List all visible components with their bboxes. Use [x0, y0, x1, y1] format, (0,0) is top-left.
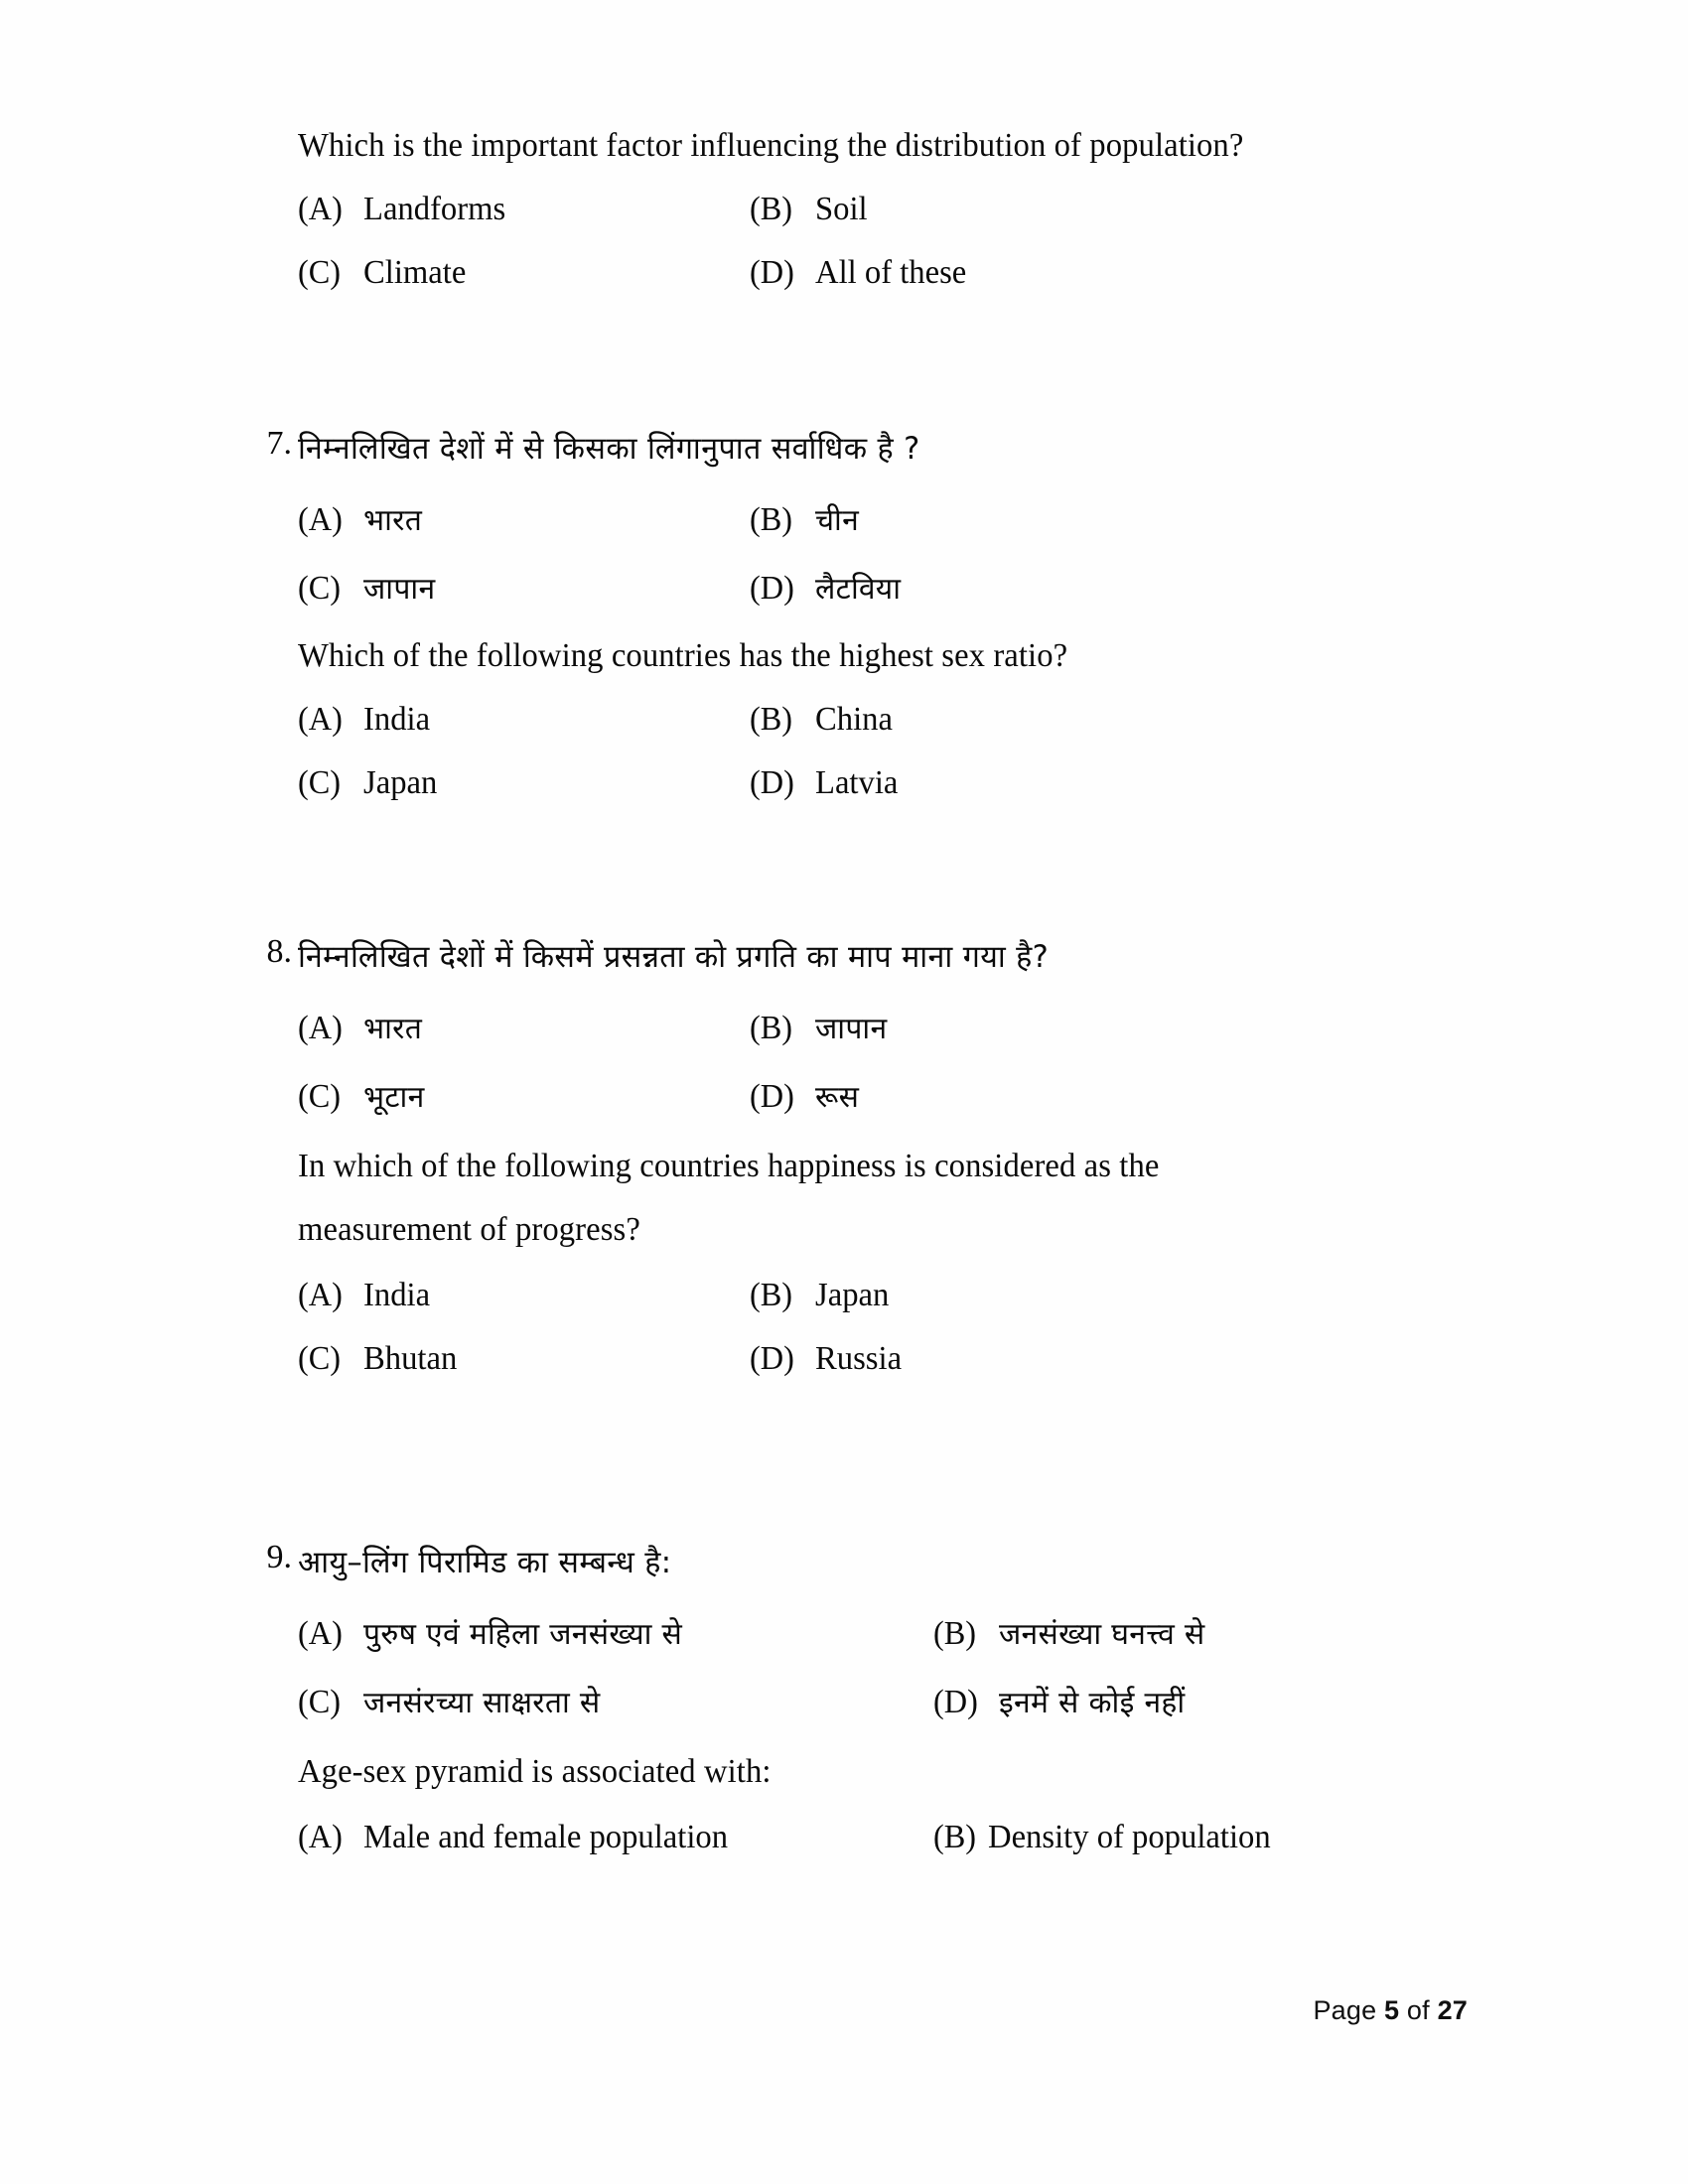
question-block-7 [0, 427, 1688, 802]
option-c[interactable] [298, 1340, 750, 1378]
question-stem-line-english-1 [0, 1148, 1688, 1185]
question-stem-english: Which of the following countries has the highest sex ratio? [298, 637, 1068, 674]
question-stem-english: Age-sex pyramid is associated with: [298, 1753, 772, 1790]
option-text: पुरुष एवं महिला जनसंख्या से [363, 1617, 683, 1652]
option-text: Climate [363, 254, 467, 291]
option-d[interactable] [750, 1075, 859, 1116]
option-label: (D) [750, 570, 794, 607]
options-hindi [0, 1612, 1688, 1721]
options-hindi [0, 498, 1688, 608]
option-c[interactable] [298, 1075, 750, 1116]
option-row [298, 701, 1688, 739]
option-c[interactable] [298, 567, 750, 608]
option-b[interactable] [750, 191, 870, 228]
option-text: इनमें से कोई नहीं [999, 1686, 1186, 1720]
option-label: (B) [750, 1277, 793, 1313]
option-text: भारत [363, 1012, 423, 1046]
option-label: (A) [298, 1010, 343, 1046]
option-label: (B) [933, 1819, 977, 1855]
question-stem-english-line1: In which of the following countries happiness is considered as the [298, 1148, 1160, 1184]
option-label: (D) [933, 1684, 978, 1720]
question-stem-hindi: निम्नलिखित देशों में किसमें प्रसन्नता को प्रगति का माप माना गया है? [298, 939, 1050, 975]
option-label: (D) [750, 764, 794, 801]
option-d[interactable] [750, 254, 973, 292]
option-row [298, 1681, 1688, 1721]
option-a[interactable] [298, 1612, 933, 1653]
question-stem-line-english-2 [0, 1211, 1688, 1249]
option-a[interactable] [298, 498, 750, 539]
option-row [298, 498, 1688, 539]
option-text: Latvia [815, 764, 899, 801]
option-label: (A) [298, 701, 343, 738]
option-text: जनसंरच्या साक्षरता से [363, 1686, 601, 1720]
option-label: (A) [298, 1615, 343, 1652]
question-stem-line-english [0, 1753, 1688, 1791]
option-row [298, 1075, 1688, 1116]
question-number: 7. [266, 425, 292, 462]
option-d[interactable] [750, 567, 901, 608]
option-b[interactable] [750, 498, 859, 539]
options-hindi [0, 1007, 1688, 1116]
option-row [298, 1819, 1688, 1856]
option-label: (B) [750, 501, 793, 538]
question-stem-line-hindi [0, 935, 1688, 977]
option-text: जापान [815, 1012, 888, 1046]
question-number: 8. [266, 933, 292, 970]
option-b[interactable] [750, 701, 896, 739]
footer-prefix: Page [1313, 1995, 1385, 2025]
option-text: जापान [363, 572, 436, 607]
option-row [298, 567, 1688, 608]
options-english [0, 191, 1688, 292]
option-text: India [363, 701, 431, 738]
option-text: India [363, 1277, 431, 1313]
page-footer [1313, 1995, 1468, 2026]
option-label: (C) [298, 1078, 342, 1115]
options-english [0, 1277, 1688, 1378]
option-text: All of these [815, 254, 967, 291]
option-label: (A) [298, 191, 343, 227]
option-d[interactable] [750, 764, 902, 802]
option-label: (B) [750, 1010, 793, 1046]
option-text: China [815, 701, 893, 738]
option-row [298, 254, 1688, 292]
question-number: 9. [266, 1539, 292, 1575]
option-text: Japan [363, 764, 438, 801]
option-c[interactable] [298, 1681, 933, 1721]
option-c[interactable] [298, 764, 750, 802]
option-b[interactable] [933, 1819, 1283, 1856]
option-label: (D) [750, 1340, 794, 1377]
option-label: (C) [298, 1684, 342, 1720]
option-label: (C) [298, 570, 342, 607]
option-d[interactable] [750, 1340, 906, 1378]
question-block-6-english-tail [0, 127, 1688, 292]
question-block-9 [0, 1541, 1688, 1856]
question-stem-line-hindi [0, 1541, 1688, 1582]
question-stem-english-line2: measurement of progress? [298, 1211, 640, 1248]
option-label: (C) [298, 1340, 342, 1377]
option-c[interactable] [298, 254, 750, 292]
option-text: Soil [815, 191, 868, 227]
option-row [298, 191, 1688, 228]
option-label: (B) [750, 701, 793, 738]
option-text: Japan [815, 1277, 890, 1313]
option-d[interactable] [933, 1681, 1185, 1721]
option-label: (A) [298, 1277, 343, 1313]
option-text: रूस [815, 1080, 860, 1115]
option-row [298, 1277, 1688, 1314]
question-stem-line-hindi [0, 427, 1688, 469]
options-english [0, 701, 1688, 802]
question-stem-line-english [0, 637, 1688, 675]
option-b[interactable] [750, 1007, 887, 1047]
option-label: (D) [750, 254, 794, 291]
option-a[interactable] [298, 1007, 750, 1047]
option-text: Russia [815, 1340, 903, 1377]
option-label: (A) [298, 501, 343, 538]
option-label: (B) [750, 191, 793, 227]
option-a[interactable] [298, 191, 750, 228]
option-row [298, 1340, 1688, 1378]
option-text: Male and female population [363, 1819, 729, 1855]
option-label: (C) [298, 764, 342, 801]
footer-page-number: 5 [1384, 1995, 1400, 2025]
option-label: (A) [298, 1819, 343, 1855]
option-row [298, 1612, 1688, 1653]
question-stem-hindi: निम्नलिखित देशों में से किसका लिंगानुपात सर्वाधिक है ? [298, 431, 920, 467]
option-a[interactable] [298, 701, 750, 739]
option-b[interactable] [933, 1612, 1205, 1653]
option-a[interactable] [298, 1277, 750, 1314]
question-stem-line [0, 127, 1688, 165]
option-row [298, 1007, 1688, 1047]
option-a[interactable] [298, 1819, 933, 1856]
option-text: Bhutan [363, 1340, 458, 1377]
option-label: (C) [298, 254, 342, 291]
option-text: भूटान [363, 1080, 425, 1115]
question-stem-english: Which is the important factor influencing the distribution of population? [298, 127, 1244, 164]
option-text: जनसंख्या घनत्त्व से [999, 1617, 1205, 1652]
option-label: (B) [933, 1615, 977, 1652]
footer-total-pages: 27 [1437, 1995, 1468, 2025]
option-text: भारत [363, 503, 423, 538]
option-label: (D) [750, 1078, 794, 1115]
option-row [298, 764, 1688, 802]
option-text: Landforms [363, 191, 506, 227]
option-text: Density of population [988, 1819, 1271, 1855]
footer-middle: of [1399, 1995, 1438, 2025]
question-stem-hindi: आयु–लिंग पिरामिड का सम्बन्ध है: [298, 1545, 672, 1580]
option-b[interactable] [750, 1277, 892, 1314]
option-text: चीन [815, 503, 860, 538]
options-english [0, 1819, 1688, 1856]
question-block-8 [0, 935, 1688, 1378]
option-text: लैटविया [815, 572, 902, 607]
